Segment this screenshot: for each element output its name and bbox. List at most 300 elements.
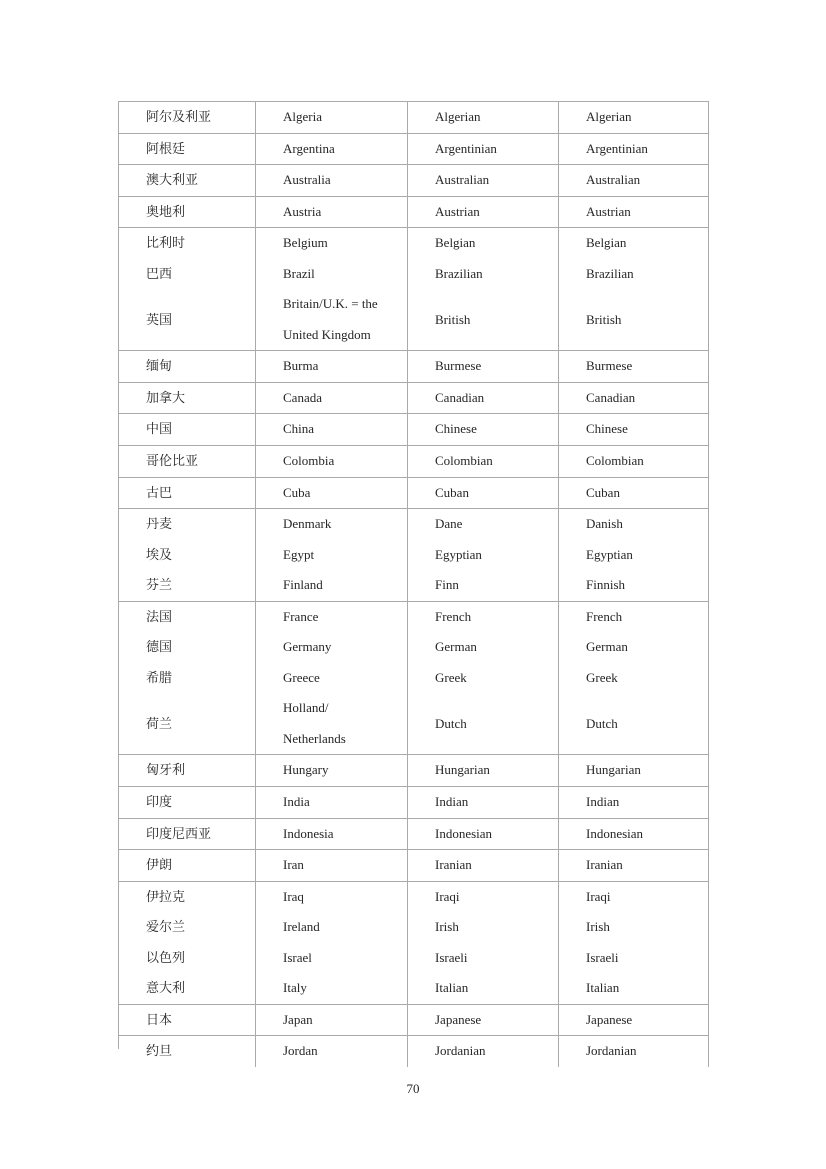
entry-person bbox=[408, 1036, 558, 1067]
text-line: Hungarian bbox=[435, 762, 490, 778]
text-line: German bbox=[586, 639, 628, 655]
entry-country bbox=[256, 165, 407, 196]
text-line: Iran bbox=[283, 857, 304, 873]
text-line: Japanese bbox=[586, 1011, 633, 1027]
text-line: Austrian bbox=[586, 203, 631, 219]
cell-country bbox=[256, 102, 408, 133]
cell-country bbox=[256, 478, 408, 509]
entry-person bbox=[408, 414, 558, 445]
text-line: 阿根廷 bbox=[146, 140, 186, 156]
entry-person bbox=[408, 228, 558, 259]
text-line: Iraq bbox=[283, 888, 304, 904]
text-line: Irish bbox=[586, 919, 610, 935]
table-row bbox=[119, 755, 709, 787]
cell-country bbox=[256, 165, 408, 196]
text-line: Israeli bbox=[435, 949, 468, 965]
table-row bbox=[119, 228, 709, 351]
entry-cn bbox=[119, 259, 255, 290]
text-line: 英国 bbox=[146, 311, 173, 327]
entry-cn bbox=[119, 570, 255, 601]
entry-country bbox=[256, 1036, 407, 1067]
cell-adjective bbox=[559, 165, 709, 196]
cell-chinese-name bbox=[119, 819, 256, 850]
table-row bbox=[119, 165, 709, 197]
entry-cn bbox=[119, 755, 255, 786]
entry-person bbox=[408, 197, 558, 228]
entry-adj bbox=[559, 102, 708, 133]
entry-adj bbox=[559, 446, 708, 477]
entry-adj bbox=[559, 602, 708, 633]
entry-cn bbox=[119, 414, 255, 445]
text-line: 芬兰 bbox=[146, 577, 173, 593]
entry-country bbox=[256, 693, 407, 754]
table-row bbox=[119, 1036, 709, 1067]
entry-country bbox=[256, 351, 407, 382]
entry-adj bbox=[559, 912, 708, 943]
entry-adj bbox=[559, 540, 708, 571]
text-line: Irish bbox=[435, 919, 459, 935]
entry-cn bbox=[119, 228, 255, 259]
cell-country bbox=[256, 134, 408, 165]
text-line: Indian bbox=[586, 794, 620, 810]
table-row bbox=[119, 787, 709, 819]
text-line: 以色列 bbox=[146, 949, 186, 965]
cell-person-noun bbox=[408, 478, 559, 509]
entry-person bbox=[408, 351, 558, 382]
entry-cn bbox=[119, 197, 255, 228]
text-line: Israel bbox=[283, 949, 312, 965]
entry-adj bbox=[559, 1036, 708, 1067]
entry-person bbox=[408, 787, 558, 818]
table-row bbox=[119, 134, 709, 166]
entry-country bbox=[256, 663, 407, 694]
cell-person-noun bbox=[408, 102, 559, 133]
text-line: Burma bbox=[283, 358, 319, 374]
cell-person-noun bbox=[408, 787, 559, 818]
entry-country bbox=[256, 102, 407, 133]
entry-country bbox=[256, 134, 407, 165]
text-line: Australian bbox=[435, 172, 490, 188]
entry-person bbox=[408, 446, 558, 477]
text-line: German bbox=[435, 639, 477, 655]
cell-person-noun bbox=[408, 228, 559, 350]
table-row bbox=[119, 819, 709, 851]
entry-person bbox=[408, 134, 558, 165]
cell-chinese-name bbox=[119, 134, 256, 165]
page-number: 70 bbox=[406, 1081, 420, 1096]
text-line: 阿尔及利亚 bbox=[146, 109, 212, 124]
entry-cn bbox=[119, 819, 255, 850]
text-line: Austrian bbox=[435, 203, 480, 219]
cell-country bbox=[256, 819, 408, 850]
text-line: Jordanian bbox=[586, 1043, 637, 1059]
table-row bbox=[119, 509, 709, 602]
entry-person bbox=[408, 693, 558, 754]
entry-cn bbox=[119, 973, 255, 1004]
text-line: Cuban bbox=[435, 484, 469, 500]
cell-adjective bbox=[559, 414, 709, 445]
cell-person-noun bbox=[408, 383, 559, 414]
cell-chinese-name bbox=[119, 509, 256, 601]
cell-country bbox=[256, 509, 408, 601]
text-line: Belgian bbox=[586, 235, 627, 251]
cell-chinese-name bbox=[119, 602, 256, 755]
text-line: French bbox=[435, 608, 472, 624]
text-line: Greek bbox=[586, 669, 618, 685]
entry-cn bbox=[119, 882, 255, 913]
text-line: British bbox=[586, 311, 622, 327]
text-line: Finland bbox=[283, 577, 323, 593]
cell-adjective bbox=[559, 383, 709, 414]
text-line: Holland/ bbox=[283, 700, 329, 716]
text-line: Egyptian bbox=[435, 546, 482, 562]
entry-person bbox=[408, 632, 558, 663]
text-line: Belgium bbox=[283, 235, 328, 251]
text-line: 法国 bbox=[146, 608, 173, 624]
text-line: 缅甸 bbox=[146, 358, 173, 374]
table-row bbox=[119, 351, 709, 383]
text-line: French bbox=[586, 608, 623, 624]
text-line: 伊朗 bbox=[146, 857, 173, 873]
entry-country bbox=[256, 632, 407, 663]
cell-person-noun bbox=[408, 1036, 559, 1067]
text-line: India bbox=[283, 794, 310, 810]
entry-cn bbox=[119, 787, 255, 818]
text-line: Canadian bbox=[435, 389, 485, 405]
text-line: Dane bbox=[435, 516, 463, 532]
cell-chinese-name bbox=[119, 383, 256, 414]
entry-adj bbox=[559, 693, 708, 754]
text-line: British bbox=[435, 311, 471, 327]
text-line: Hungarian bbox=[586, 762, 641, 778]
entry-adj bbox=[559, 787, 708, 818]
text-line: Colombian bbox=[435, 453, 493, 469]
entry-cn bbox=[119, 102, 255, 133]
entry-adj bbox=[559, 414, 708, 445]
table-row bbox=[119, 414, 709, 446]
cell-person-noun bbox=[408, 602, 559, 755]
text-line: 匈牙利 bbox=[146, 762, 186, 778]
cell-adjective bbox=[559, 446, 709, 477]
entry-person bbox=[408, 289, 558, 350]
cell-person-noun bbox=[408, 414, 559, 445]
text-line: Chinese bbox=[435, 421, 477, 437]
table-row bbox=[119, 197, 709, 229]
country-table bbox=[118, 101, 709, 1059]
text-line: Colombia bbox=[283, 453, 335, 469]
entry-adj bbox=[559, 755, 708, 786]
cell-country bbox=[256, 228, 408, 350]
entry-cn bbox=[119, 134, 255, 165]
cell-chinese-name bbox=[119, 882, 256, 1004]
text-line: Belgian bbox=[435, 235, 476, 251]
cell-chinese-name bbox=[119, 1005, 256, 1036]
entry-country bbox=[256, 289, 407, 350]
cell-chinese-name bbox=[119, 787, 256, 818]
entry-person bbox=[408, 383, 558, 414]
text-line: Netherlands bbox=[283, 730, 346, 746]
table-row bbox=[119, 478, 709, 510]
entry-person bbox=[408, 943, 558, 974]
cell-person-noun bbox=[408, 819, 559, 850]
cell-adjective bbox=[559, 509, 709, 601]
entry-cn bbox=[119, 693, 255, 754]
cell-country bbox=[256, 1005, 408, 1036]
text-line: Brazilian bbox=[435, 265, 483, 281]
cell-chinese-name bbox=[119, 197, 256, 228]
entry-country bbox=[256, 787, 407, 818]
entry-cn bbox=[119, 165, 255, 196]
cell-country bbox=[256, 602, 408, 755]
text-line: 日本 bbox=[146, 1011, 173, 1027]
entry-person bbox=[408, 819, 558, 850]
entry-cn bbox=[119, 850, 255, 881]
entry-person bbox=[408, 540, 558, 571]
text-line: 比利时 bbox=[146, 235, 186, 251]
cell-adjective bbox=[559, 755, 709, 786]
table-row bbox=[119, 602, 709, 756]
text-line: Israeli bbox=[586, 949, 619, 965]
text-line: Italy bbox=[283, 980, 307, 996]
cell-adjective bbox=[559, 197, 709, 228]
cell-person-noun bbox=[408, 351, 559, 382]
entry-country bbox=[256, 414, 407, 445]
cell-country bbox=[256, 755, 408, 786]
cell-person-noun bbox=[408, 165, 559, 196]
text-line: Indonesian bbox=[586, 825, 644, 841]
table-row bbox=[119, 850, 709, 882]
text-line: Brazilian bbox=[586, 265, 634, 281]
entry-adj bbox=[559, 663, 708, 694]
cell-adjective bbox=[559, 1005, 709, 1036]
text-line: Finnish bbox=[586, 577, 626, 593]
cell-adjective bbox=[559, 228, 709, 350]
entry-adj bbox=[559, 259, 708, 290]
text-line: Egyptian bbox=[586, 546, 633, 562]
text-line: 中国 bbox=[146, 421, 173, 437]
entry-cn bbox=[119, 943, 255, 974]
text-line: Iraqi bbox=[586, 888, 611, 904]
text-line: Cuba bbox=[283, 484, 311, 500]
cell-chinese-name bbox=[119, 414, 256, 445]
entry-country bbox=[256, 446, 407, 477]
entry-adj bbox=[559, 383, 708, 414]
cell-person-noun bbox=[408, 134, 559, 165]
text-line: 巴西 bbox=[146, 265, 173, 281]
entry-person bbox=[408, 850, 558, 881]
entry-person bbox=[408, 259, 558, 290]
entry-country bbox=[256, 602, 407, 633]
text-line: Ireland bbox=[283, 919, 320, 935]
table-row bbox=[119, 383, 709, 415]
text-line: Italian bbox=[435, 980, 469, 996]
text-line: Algeria bbox=[283, 109, 322, 124]
text-line: Iranian bbox=[435, 857, 472, 873]
entry-person bbox=[408, 912, 558, 943]
entry-country bbox=[256, 228, 407, 259]
text-line: 约旦 bbox=[146, 1043, 173, 1059]
text-line: Chinese bbox=[586, 421, 628, 437]
cell-adjective bbox=[559, 134, 709, 165]
entry-country bbox=[256, 973, 407, 1004]
text-line: Denmark bbox=[283, 516, 332, 532]
entry-person bbox=[408, 570, 558, 601]
entry-cn bbox=[119, 1005, 255, 1036]
entry-adj bbox=[559, 228, 708, 259]
cell-person-noun bbox=[408, 197, 559, 228]
text-line: Greek bbox=[435, 669, 467, 685]
text-line: China bbox=[283, 421, 315, 437]
entry-person bbox=[408, 165, 558, 196]
entry-adj bbox=[559, 351, 708, 382]
text-line: 伊拉克 bbox=[146, 888, 186, 904]
entry-adj bbox=[559, 197, 708, 228]
cell-chinese-name bbox=[119, 850, 256, 881]
text-line: Burmese bbox=[435, 358, 482, 374]
cell-person-noun bbox=[408, 1005, 559, 1036]
cell-adjective bbox=[559, 1036, 709, 1067]
text-line: Austria bbox=[283, 203, 322, 219]
entry-country bbox=[256, 882, 407, 913]
entry-country bbox=[256, 540, 407, 571]
cell-country bbox=[256, 197, 408, 228]
cell-country bbox=[256, 882, 408, 1004]
cell-adjective bbox=[559, 819, 709, 850]
cell-adjective bbox=[559, 102, 709, 133]
text-line: Algerian bbox=[435, 109, 481, 124]
entry-cn bbox=[119, 663, 255, 694]
entry-cn bbox=[119, 289, 255, 350]
cell-country bbox=[256, 850, 408, 881]
cell-chinese-name bbox=[119, 446, 256, 477]
text-line: 奥地利 bbox=[146, 203, 186, 219]
text-line: Canada bbox=[283, 389, 322, 405]
text-line: Argentinian bbox=[435, 140, 497, 156]
cell-adjective bbox=[559, 787, 709, 818]
text-line: 德国 bbox=[146, 639, 173, 655]
cell-chinese-name bbox=[119, 351, 256, 382]
text-line: Italian bbox=[586, 980, 620, 996]
entry-country bbox=[256, 259, 407, 290]
text-line: Australian bbox=[586, 172, 641, 188]
entry-adj bbox=[559, 289, 708, 350]
cell-chinese-name bbox=[119, 755, 256, 786]
entry-cn bbox=[119, 383, 255, 414]
entry-adj bbox=[559, 509, 708, 540]
text-line: 意大利 bbox=[146, 980, 186, 996]
cell-person-noun bbox=[408, 882, 559, 1004]
entry-person bbox=[408, 602, 558, 633]
text-line: Dutch bbox=[586, 715, 618, 731]
entry-country bbox=[256, 755, 407, 786]
text-line: Germany bbox=[283, 639, 332, 655]
text-line: Iraqi bbox=[435, 888, 460, 904]
entry-person bbox=[408, 882, 558, 913]
text-line: Argentinian bbox=[586, 140, 648, 156]
entry-adj bbox=[559, 943, 708, 974]
text-line: Japanese bbox=[435, 1011, 482, 1027]
text-line: Australia bbox=[283, 172, 331, 188]
text-line: Cuban bbox=[586, 484, 620, 500]
entry-person bbox=[408, 973, 558, 1004]
cell-chinese-name bbox=[119, 165, 256, 196]
text-line: Algerian bbox=[586, 109, 632, 124]
entry-cn bbox=[119, 632, 255, 663]
text-line: Indonesian bbox=[435, 825, 493, 841]
text-line: 印度尼西亚 bbox=[146, 825, 212, 841]
entry-adj bbox=[559, 632, 708, 663]
entry-cn bbox=[119, 602, 255, 633]
cell-adjective bbox=[559, 351, 709, 382]
entry-adj bbox=[559, 134, 708, 165]
entry-country bbox=[256, 383, 407, 414]
entry-country bbox=[256, 197, 407, 228]
entry-country bbox=[256, 819, 407, 850]
text-line: Iranian bbox=[586, 857, 623, 873]
text-line: Britain/U.K. = the bbox=[283, 296, 378, 312]
cell-person-noun bbox=[408, 446, 559, 477]
entry-cn bbox=[119, 351, 255, 382]
entry-person bbox=[408, 755, 558, 786]
table-row bbox=[119, 882, 709, 1005]
cell-chinese-name bbox=[119, 1036, 256, 1067]
text-line: Canadian bbox=[586, 389, 636, 405]
text-line: Argentina bbox=[283, 140, 335, 156]
entry-country bbox=[256, 850, 407, 881]
text-line: 古巴 bbox=[146, 484, 173, 500]
entry-person bbox=[408, 1005, 558, 1036]
entry-cn bbox=[119, 912, 255, 943]
text-line: Finn bbox=[435, 577, 459, 593]
cell-adjective bbox=[559, 602, 709, 755]
text-line: 希腊 bbox=[146, 669, 173, 685]
entry-person bbox=[408, 102, 558, 133]
entry-person bbox=[408, 509, 558, 540]
entry-cn bbox=[119, 1036, 255, 1067]
text-line: Egypt bbox=[283, 546, 315, 562]
table-row bbox=[119, 446, 709, 478]
entry-country bbox=[256, 570, 407, 601]
entry-country bbox=[256, 1005, 407, 1036]
cell-country bbox=[256, 414, 408, 445]
cell-person-noun bbox=[408, 755, 559, 786]
text-line: 爱尔兰 bbox=[146, 919, 186, 935]
text-line: 荷兰 bbox=[146, 715, 173, 731]
entry-country bbox=[256, 509, 407, 540]
entry-adj bbox=[559, 882, 708, 913]
entry-adj bbox=[559, 819, 708, 850]
text-line: Jordan bbox=[283, 1043, 318, 1059]
text-line: 澳大利亚 bbox=[146, 172, 199, 188]
text-line: France bbox=[283, 608, 319, 624]
text-line: Japan bbox=[283, 1011, 313, 1027]
cell-person-noun bbox=[408, 509, 559, 601]
entry-adj bbox=[559, 973, 708, 1004]
cell-person-noun bbox=[408, 850, 559, 881]
cell-country bbox=[256, 351, 408, 382]
entry-country bbox=[256, 943, 407, 974]
text-line: 印度 bbox=[146, 794, 173, 810]
text-line: 加拿大 bbox=[146, 389, 186, 405]
text-line: Indonesia bbox=[283, 825, 334, 841]
cell-country bbox=[256, 1036, 408, 1067]
text-line: United Kingdom bbox=[283, 326, 371, 342]
entry-cn bbox=[119, 446, 255, 477]
entry-adj bbox=[559, 570, 708, 601]
cell-country bbox=[256, 787, 408, 818]
text-line: Greece bbox=[283, 669, 320, 685]
cell-country bbox=[256, 446, 408, 477]
